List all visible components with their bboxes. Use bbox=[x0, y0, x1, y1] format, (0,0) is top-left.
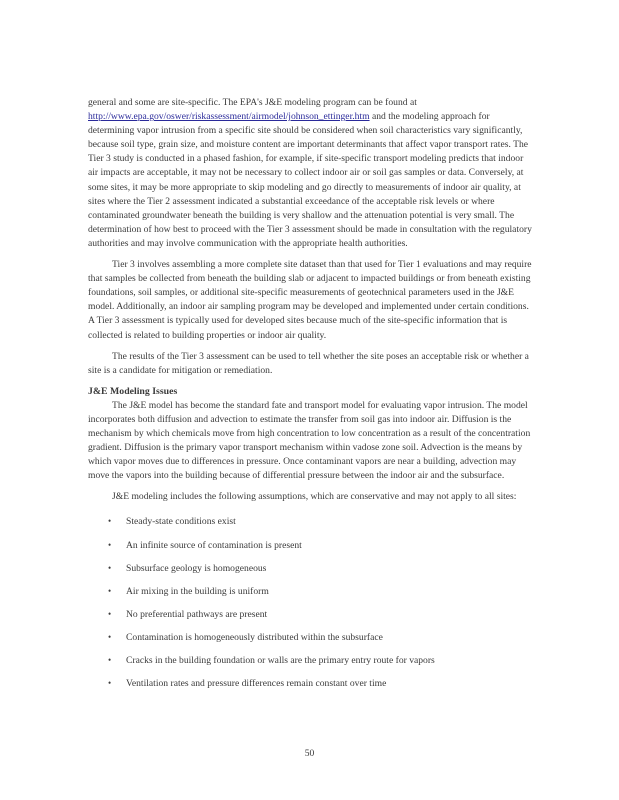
list-item-text: Air mixing in the building is uniform bbox=[126, 585, 269, 597]
list-item-text: No preferential pathways are present bbox=[126, 608, 268, 620]
epa-model-link[interactable]: http://www.epa.gov/oswer/riskassessment/airmodel/johnson_ettinger.htm bbox=[88, 111, 370, 123]
list-item-text: Subsurface geology is homogeneous bbox=[126, 562, 267, 574]
list-item-text: Ventilation rates and pressure differences remain constant over time bbox=[126, 678, 387, 690]
bullet-icon: • bbox=[108, 539, 112, 550]
list-item-text: Contamination is homogeneously distributed within the subsurface bbox=[126, 631, 383, 643]
bullet-icon: • bbox=[108, 631, 112, 642]
list-item-text: Steady-state conditions exist bbox=[126, 516, 236, 528]
list-intro: J&E modeling includes the following assumptions, which are conservative and may not apply to all sites: bbox=[112, 491, 517, 503]
bullet-icon: • bbox=[108, 655, 112, 665]
list-item bbox=[108, 649, 533, 672]
list-item bbox=[108, 534, 533, 557]
paragraph-1-lead: general and some are site-specific. The EPA's J&E modeling program can be found at bbox=[88, 97, 417, 108]
paragraph-3: The results of the Tier 3 assessment can be used to tell whether the site poses an acceptable risk or whether a site is a candidate for mitigation or remediation. bbox=[88, 350, 529, 376]
paragraph-1 bbox=[88, 96, 533, 251]
bullet-icon: • bbox=[108, 562, 112, 573]
list-item-text: An infinite source of contamination is present bbox=[126, 539, 302, 551]
page-number: 50 bbox=[304, 748, 315, 759]
list-item bbox=[108, 626, 533, 649]
bullet-icon: • bbox=[108, 516, 112, 527]
list-item bbox=[108, 510, 533, 533]
list-item bbox=[108, 672, 533, 695]
bullet-icon: • bbox=[108, 608, 112, 619]
paragraph-4: The J&E model has become the standard fate and transport model for evaluating vapor intrusion. The model incorporates both diffusion and advection to estimate the transfer from soil gas into indoor air. Diffusion is the mechanism by which chemicals move from high concentration to low concentration as a result of the concentration gradient. Diffusion is the primary vapor transport mechanism within vadose zone soil. Advection is the means by which vapor moves due to differences in pressure. Once contaminant vapors are near a building, advection may move the vapors into the building because of differential pressure between the indoor air and the subsurface. bbox=[88, 399, 531, 482]
bullet-icon: • bbox=[108, 585, 112, 596]
list-item-text: Cracks in the building foundation or walls are the primary entry route for vapors bbox=[126, 655, 435, 666]
document-body bbox=[88, 96, 533, 695]
paragraph-2: Tier 3 involves assembling a more complete site dataset than that used for Tier 1 evaluations and may require that samples be collected from beneath the building slab or adjacent to impacted buildings or from beneath existing foundations, soil samples, or additional site-specific measurements of geotechnical parameters used in the J&E model. Additionally, an indoor air sampling program may be developed and implemented under certain conditions. A Tier 3 assessment is typically used for developed sites because much of the site-specific information that is collected is related to building properties or indoor air quality. bbox=[88, 259, 532, 341]
list-item bbox=[108, 580, 533, 603]
assumptions-list bbox=[88, 510, 533, 695]
list-item bbox=[108, 557, 533, 580]
list-item bbox=[108, 603, 533, 626]
section-heading: J&E Modeling Issues bbox=[88, 385, 178, 397]
bullet-icon: • bbox=[108, 678, 112, 689]
paragraph-1-rest: and the modeling approach for determining vapor intrusion from a specific site should be considered when soil characteristics vary significantly, because soil type, grain size, and moisture content are important determinants that affect vapor transport rates. The Tier 3 study is conducted in a phased fashion, for example, if site-specific transport modeling predicts that indoor air impacts are acceptable, it may not be necessary to collect indoor air or soil gas samples or data. Conversely, at some sites, it may be more appropriate to skip modeling and go directly to measurements of indoor air quality, at sites where the Tier 2 assessment indicated a substantial exceedance of the acceptable risk levels or where contaminated groundwater beneath the building is very shallow and the attenuation potential is very small. The determination of how best to proceed with the Tier 3 assessment should be made in consultation with the regulatory authorities and may involve communication with the appropriate health authorities. bbox=[88, 111, 532, 249]
